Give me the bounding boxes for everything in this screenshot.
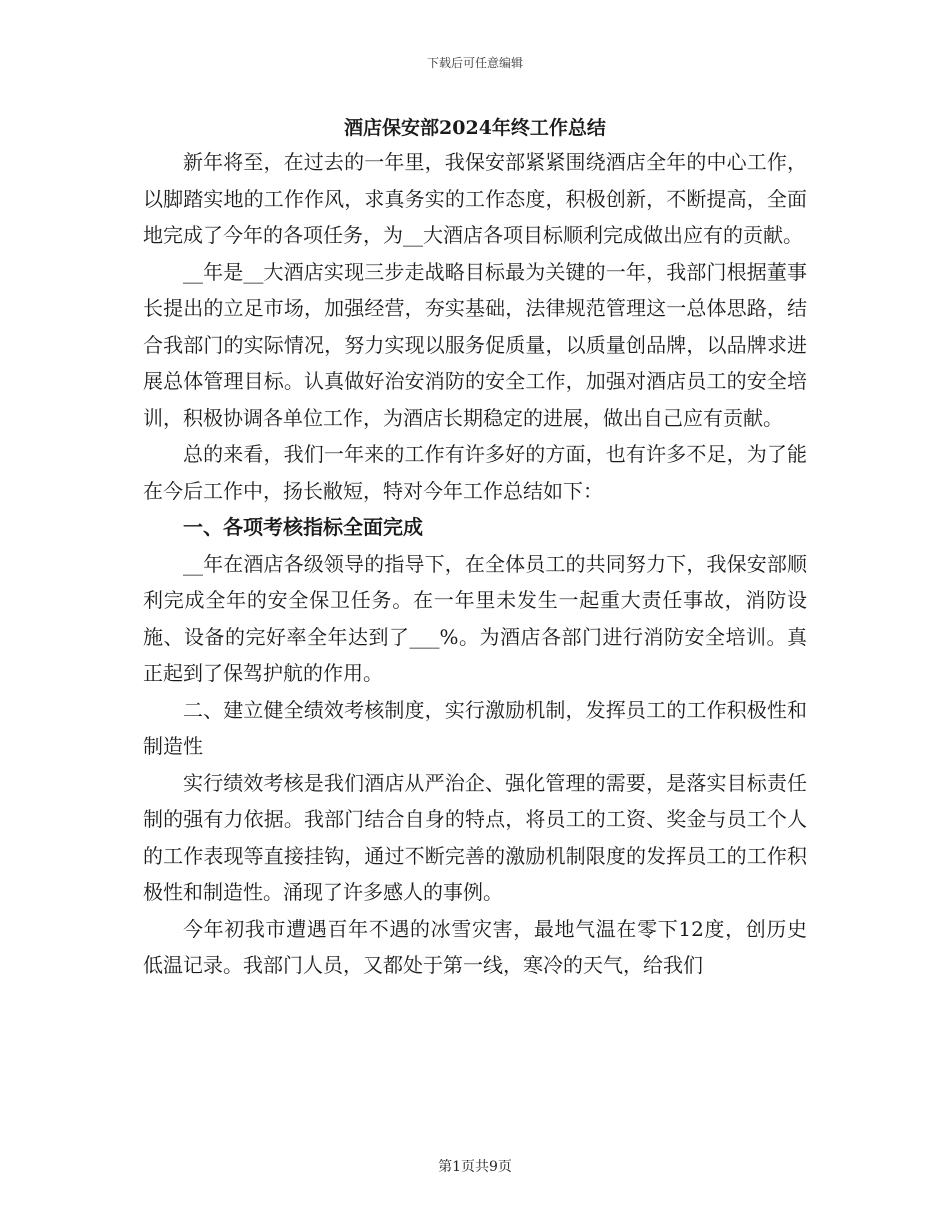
- paragraph-section-2: 实行绩效考核是我们酒店从严治企、强化管理的需要，是落实目标责任制的强有力依据。我部门结合自身的特点，将员工的工资、奖金与员工个人的工作表现等直接挂钩，通过不断完善的激励机制限度的发挥员工的工作积极性和制造性。涌现了许多感人的事例。: [143, 770, 807, 904]
- paragraph-winter: 今年初我市遭遇百年不遇的冰雪灾害，最地气温在零下12度，创历史低温记录。我部门人员，又都处于第一线，寒冷的天气，给我们: [143, 916, 807, 977]
- section-heading-2: 二、建立健全绩效考核制度，实行激励机制，发挥员工的工作积极性和制造性: [143, 697, 807, 758]
- header-note: 下载后可任意编辑: [426, 56, 523, 70]
- paragraph-strategy: __年是__大酒店实现三步走战略目标最为关键的一年，我部门根据董事长提出的立足市场，加强经营，夯实基础，法律规范管理这一总体思路，结合我部门的实际情况，努力实现以服务促质量，以质量创品牌，以品牌求进展总体管理目标。认真做好治安消防的安全工作，加强对酒店员工的安全培训，积极协调各单位工作，为酒店长期稳定的进展，做出自己应有贡献。: [143, 259, 807, 430]
- paragraph-overview: 总的来看，我们一年来的工作有许多好的方面，也有许多不足，为了能在今后工作中，扬长敝短，特对今年工作总结如下：: [143, 442, 807, 503]
- section-heading-1: 一、各项考核指标全面完成: [183, 515, 423, 539]
- paragraph-intro: 新年将至，在过去的一年里，我保安部紧紧围绕酒店全年的中心工作，以脚踏实地的工作作风，求真务实的工作态度，积极创新，不断提高，全面地完成了今年的各项任务，为__大酒店各项目标顺利完成做出应有的贡献。: [143, 150, 807, 247]
- document-title: 酒店保安部2024年终工作总结: [344, 117, 606, 139]
- document-body: [143, 112, 807, 984]
- page-number: 第1页共9页: [438, 1159, 512, 1175]
- paragraph-section-1: __年在酒店各级领导的指导下，在全体员工的共同努力下，我保安部顺利完成全年的安全保卫任务。在一年里未发生一起重大责任事故，消防设施、设备的完好率全年达到了___%。为酒店各部门进行消防安全培训。真正起到了保驾护航的作用。: [143, 551, 807, 685]
